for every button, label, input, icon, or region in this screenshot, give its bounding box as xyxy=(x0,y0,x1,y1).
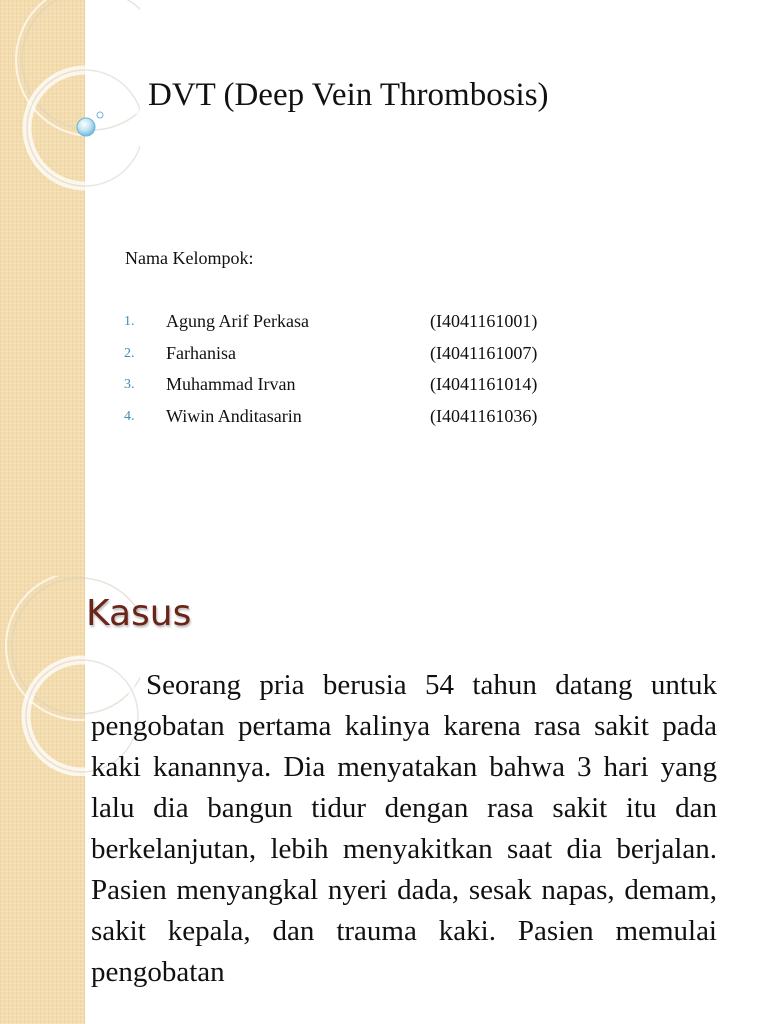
decorative-circles-icon xyxy=(0,0,140,220)
group-label: Nama Kelompok: xyxy=(125,248,254,268)
member-row xyxy=(124,371,604,403)
member-id: (I4041161014) xyxy=(430,374,538,394)
list-number: 3. xyxy=(124,377,135,392)
slide-case xyxy=(0,576,768,1024)
section-title: Kasus xyxy=(86,593,192,634)
member-id: (I4041161007) xyxy=(430,342,538,363)
member-row xyxy=(124,340,604,372)
member-id: (I4041161036) xyxy=(430,405,538,426)
list-number: 1. xyxy=(124,314,135,329)
member-id: (I4041161001) xyxy=(430,311,538,331)
member-row xyxy=(124,403,604,435)
member-name: Muhammad Irvan xyxy=(166,374,296,394)
slide-title-text: DVT (Deep Vein Thrombosis) xyxy=(148,77,549,113)
list-number: 4. xyxy=(124,408,135,424)
case-description: Seorang pria berusia 54 tahun datang untuk pengobatan pertama kalinya karena rasa sakit pada kaki kanannya. Dia menyatakan bahwa 3 hari yang lalu dia bangun tidur dengan rasa sakit itu dan berkelanjutan, lebih menyakitkan saat dia berjalan. Pasien menyangkal nyeri dada, sesak napas, demam, sakit kepala, dan trauma kaki. Pasien memulai pengobatan xyxy=(91,669,717,988)
member-name: Wiwin Anditasarin xyxy=(166,405,302,426)
member-name: Agung Arif Perkasa xyxy=(166,311,309,331)
member-list xyxy=(124,308,604,434)
member-name: Farhanisa xyxy=(166,342,236,363)
list-number: 2. xyxy=(124,345,135,361)
member-row xyxy=(124,308,604,340)
